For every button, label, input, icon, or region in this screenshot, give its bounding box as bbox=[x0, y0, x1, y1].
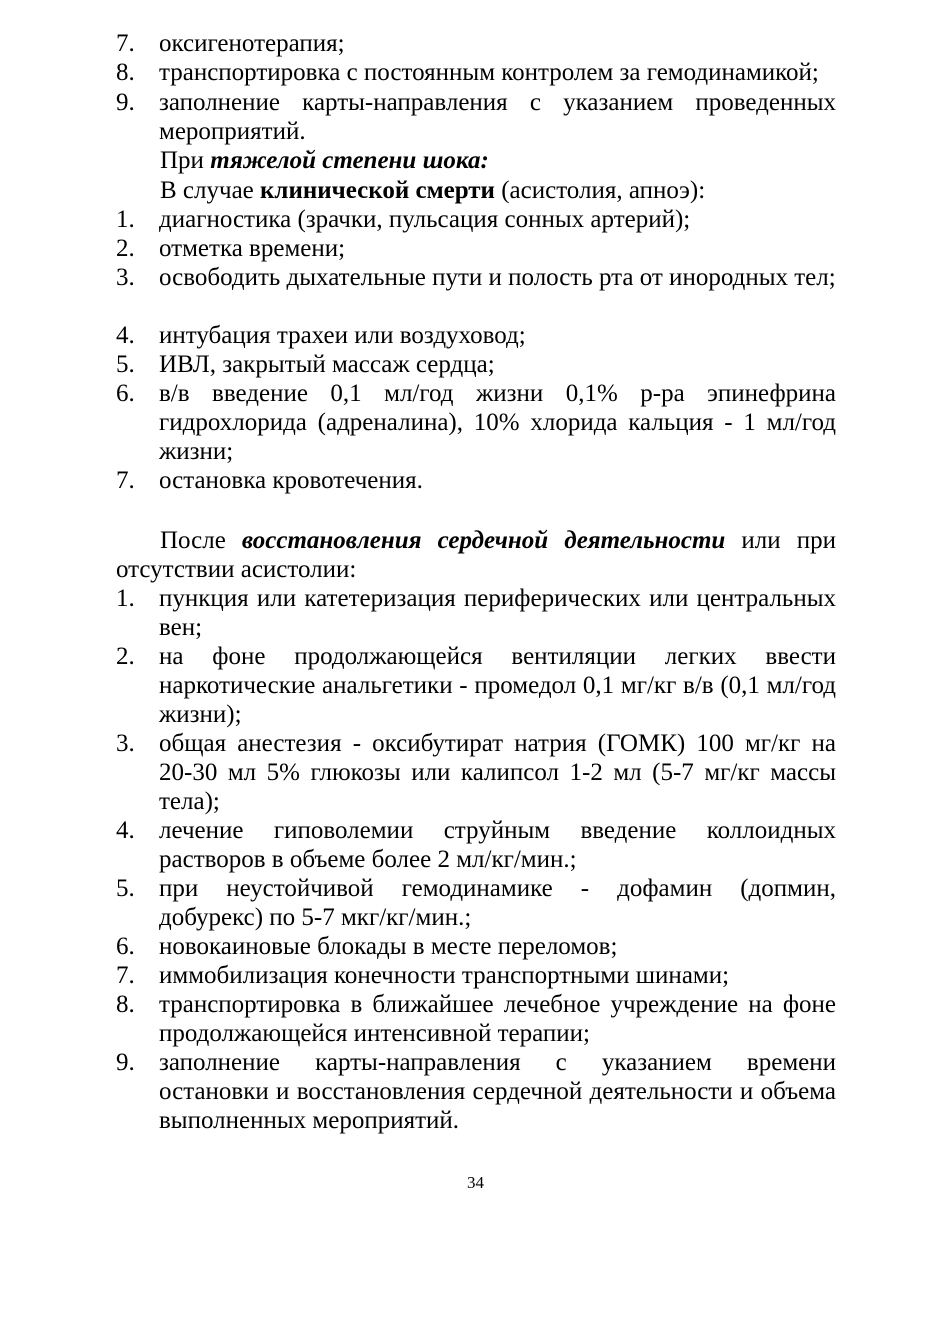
list-item bbox=[116, 88, 836, 146]
item-number: 1. bbox=[116, 585, 135, 612]
list-item bbox=[116, 584, 836, 642]
paragraph-emphasis: восстановления сердечной деятельности bbox=[241, 527, 726, 554]
list-item bbox=[116, 816, 836, 874]
item-number: 5. bbox=[116, 351, 135, 378]
list-item bbox=[116, 234, 836, 263]
item-text: заполнение карты-направления с указанием проведенных мероприятий. bbox=[159, 89, 836, 145]
item-number: 9. bbox=[116, 89, 135, 116]
list-item bbox=[116, 990, 836, 1048]
heading-emphasis: тяжелой степени шока: bbox=[210, 147, 489, 174]
heading-prefix: В случае bbox=[160, 177, 261, 204]
item-number: 4. bbox=[116, 322, 135, 349]
list-item bbox=[116, 466, 836, 495]
heading-prefix: При bbox=[160, 147, 211, 174]
list-item bbox=[116, 961, 836, 990]
list-item bbox=[116, 58, 836, 87]
item-text: остановка кровотечения. bbox=[159, 467, 423, 494]
item-number: 8. bbox=[116, 991, 135, 1018]
item-number: 9. bbox=[116, 1049, 135, 1076]
list-item bbox=[116, 321, 836, 350]
item-text: ИВЛ, закрытый массаж сердца; bbox=[159, 351, 495, 378]
item-number: 2. bbox=[116, 643, 135, 670]
item-text: новокаиновые блокады в месте переломов; bbox=[159, 933, 618, 960]
item-text: пункция или катетеризация периферических или центральных вен; bbox=[159, 585, 836, 641]
item-text: общая анестезия - оксибутират натрия (ГОМК) 100 мг/кг на 20-30 мл 5% глюкозы или калипсол 1-2 мл (5-7 мг/кг массы тела); bbox=[159, 730, 836, 815]
item-text: транспортировка в ближайшее лечебное учреждение на фоне продолжающейся интенсивной терапии; bbox=[159, 991, 836, 1047]
list-item bbox=[116, 729, 836, 816]
item-number: 8. bbox=[116, 59, 135, 86]
item-number: 3. bbox=[116, 264, 135, 291]
item-number: 7. bbox=[116, 467, 135, 494]
item-number: 2. bbox=[116, 235, 135, 262]
item-text: диагностика (зрачки, пульсация сонных артерий); bbox=[159, 206, 691, 233]
item-text: транспортировка с постоянным контролем за гемодинамикой; bbox=[159, 59, 819, 86]
item-text: освободить дыхательные пути и полость рта от инородных тел; bbox=[159, 264, 836, 291]
item-number: 6. bbox=[116, 933, 135, 960]
restoration-paragraph bbox=[116, 526, 836, 584]
item-text: на фоне продолжающейся вентиляции легких ввести наркотические анальгетики - промедол 0,1 мг/кг в/в (0,1 мл/год жизни); bbox=[159, 643, 836, 728]
list-item bbox=[116, 263, 836, 292]
list-item bbox=[116, 29, 836, 58]
item-number: 1. bbox=[116, 206, 135, 233]
item-number: 5. bbox=[116, 875, 135, 902]
clinical-death-heading bbox=[160, 176, 836, 205]
list-item bbox=[116, 379, 836, 466]
item-text: лечение гиповолемии струйным введение коллоидных растворов в объеме более 2 мл/кг/мин.; bbox=[159, 817, 836, 873]
list-item bbox=[116, 350, 836, 379]
item-text: в/в введение 0,1 мл/год жизни 0,1% р-ра эпинефрина гидрохлорида (адреналина), 10% хлорида кальция - 1 мл/год жизни; bbox=[159, 380, 836, 465]
item-text: при неустойчивой гемодинамике - дофамин (допмин, добурекс) по 5-7 мкг/кг/мин.; bbox=[159, 875, 836, 931]
item-text: интубация трахеи или воздуховод; bbox=[159, 322, 526, 349]
list-item bbox=[116, 1048, 836, 1135]
item-number: 7. bbox=[116, 962, 135, 989]
page-number: 34 bbox=[467, 1173, 484, 1192]
list-item bbox=[116, 932, 836, 961]
item-text: иммобилизация конечности транспортными шинами; bbox=[159, 962, 730, 989]
item-text: заполнение карты-направления с указанием времени остановки и восстановления сердечной деятельности и объема выполненных мероприятий. bbox=[159, 1049, 836, 1134]
paragraph-suffix: или при отсутствии асистолии: bbox=[116, 527, 836, 583]
paragraph-prefix: После bbox=[160, 527, 242, 554]
item-number: 6. bbox=[116, 380, 135, 407]
severe-shock-heading bbox=[160, 146, 836, 175]
item-text: отметка времени; bbox=[159, 235, 346, 262]
list-item bbox=[116, 874, 836, 932]
list-item bbox=[116, 642, 836, 729]
item-number: 7. bbox=[116, 30, 135, 57]
heading-suffix: (асистолия, апноэ): bbox=[494, 177, 706, 204]
item-number: 3. bbox=[116, 730, 135, 757]
item-text: оксигенотерапия; bbox=[159, 30, 345, 57]
list-item bbox=[116, 205, 836, 234]
heading-emphasis: клинической смерти bbox=[260, 177, 495, 204]
item-number: 4. bbox=[116, 817, 135, 844]
